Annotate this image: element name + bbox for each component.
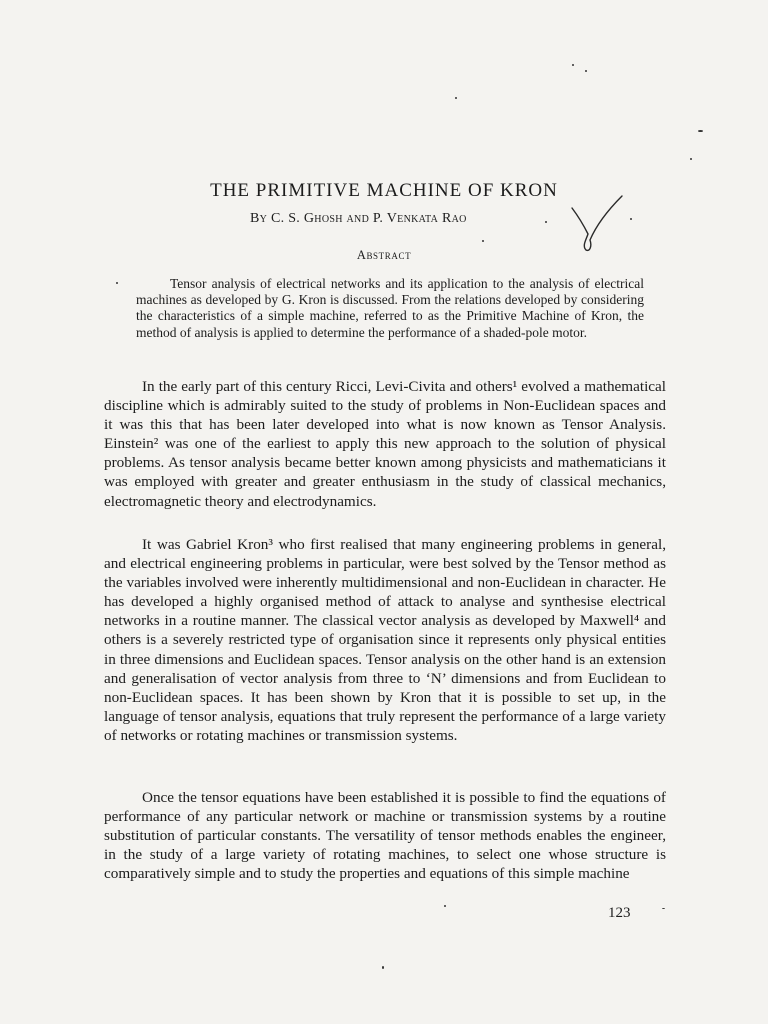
body-paragraph-3: Once the tensor equations have been established it is possible to find the equations of performance of any particular network or machine or transmission systems by a routine substitution of particular constants. The versatility of tensor methods enables the engineer, in the study of a large variety of rotating machines, to select one whose structure is comparatively simple and to study the properties and equations of this simple machine [104,789,666,883]
scan-speck [630,218,632,220]
scan-speck [482,240,484,242]
scan-speck [444,905,446,907]
scan-speck [455,97,457,99]
scan-speck [698,130,703,132]
abstract-text: Tensor analysis of electrical networks and its application to the analysis of electrical machines as developed by G. Kron is discussed. From the relations developed by considering the characteristics of a simple machine, referred to as the Primitive Machine of Kron, the method of analysis is applied to determine the performance of a shaded-pole motor. [136,276,644,340]
paper-authors: By C. S. Ghosh and P. Venkata Rao [250,211,467,226]
abstract-heading: Abstract [356,248,412,262]
handwritten-mark-icon [560,190,630,260]
body-paragraph-2: It was Gabriel Kron³ who first realised that many engineering problems in general, and electrical engineering problems in particular, were best solved by the Tensor method as the variables involved were inherently multidimensional and non-Euclidean in character. He has developed a highly organised method of attack to analyse and synthesise electrical networks in a routine manner. The classical vector analysis as developed by Maxwell⁴ and others is a severely restricted type of organisation since it represents only physical entities in three dimensions and Euclidean spaces. Tensor analysis on the other hand is an extension and generalisation of vector analysis from three to ‘N’ dimensions and from Euclidean to non-Euclidean spaces. It has been shown by Kron that it is possible to set up, in the language of tensor analysis, equations that truly represent the performance of a large variety of networks or rotating machines or transmission systems. [104,536,666,744]
body-paragraph-1: In the early part of this century Ricci, Levi-Civita and others¹ evolved a mathematical discipline which is admirably suited to the study of problems in Non-Euclidean spaces and it was this that has been later developed into what is now known as Tensor Analysis. Einstein² was one of the earliest to apply this new approach to the solution of physical problems. As tensor analysis became better known among physicists and mathematicians it was employed with greater and greater enthusiasm in the study of classical mechanics, electromagnetic theory and electrodynamics. [104,378,666,510]
paper-title: THE PRIMITIVE MACHINE OF KRON [210,180,558,201]
scan-speck [545,221,547,223]
scan-speck [690,158,692,160]
scan-speck [585,70,587,72]
scan-speck [116,282,118,284]
page-number: 123 [608,905,631,921]
scan-speck [662,908,665,909]
scan-speck [382,966,384,969]
scan-speck [572,64,574,66]
